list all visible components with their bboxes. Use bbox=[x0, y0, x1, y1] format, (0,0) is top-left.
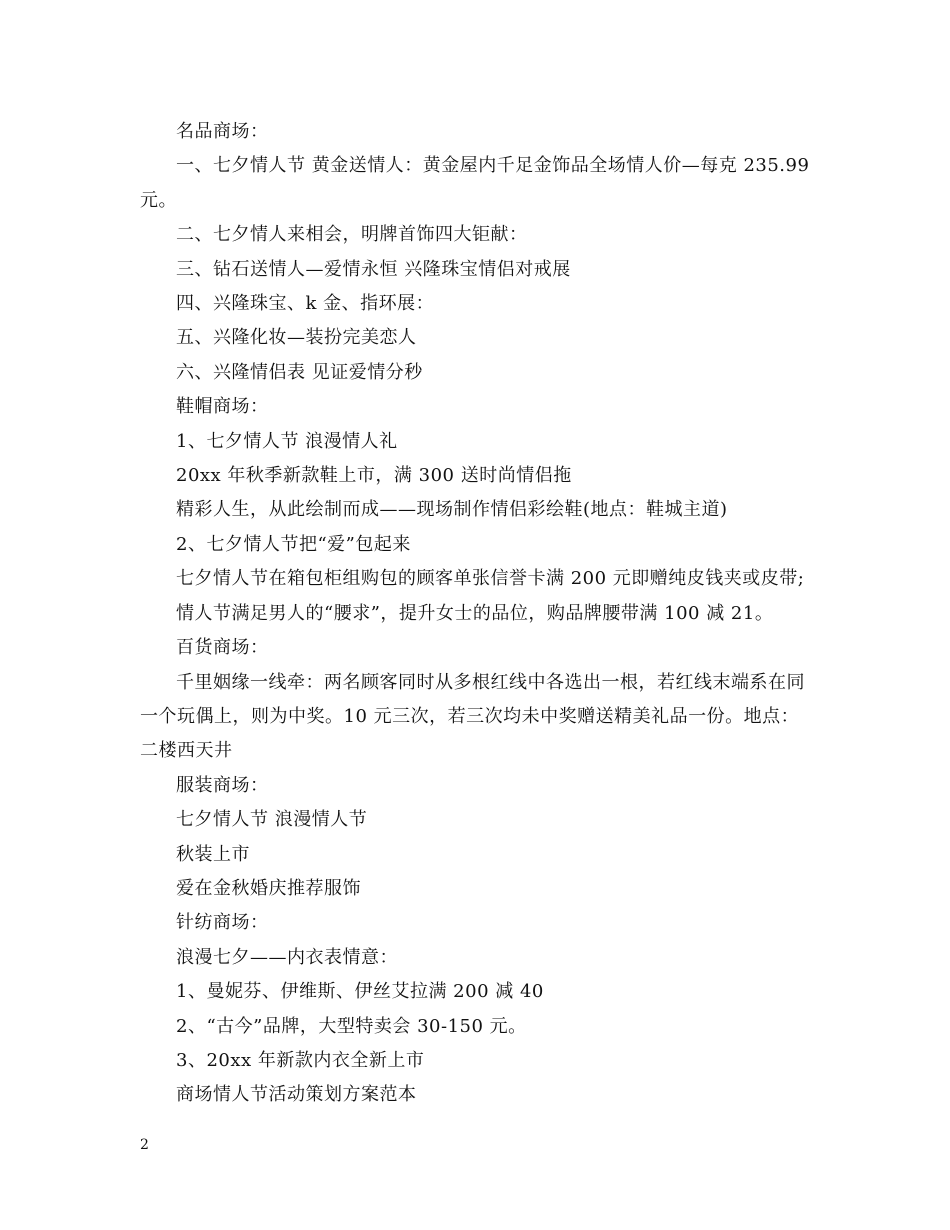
paragraph-line: 情人节满足男人的“腰求”，提升女士的品位，购品牌腰带满 100 减 21。 bbox=[176, 602, 774, 624]
paragraph-line: 一、七夕情人节 黄金送情人：黄金屋内千足金饰品全场情人价—每克 235.99 bbox=[176, 155, 810, 177]
section-heading-department-mall: 百货商场： bbox=[176, 637, 269, 659]
paragraph-line: 浪漫七夕——内衣表情意： bbox=[176, 946, 398, 968]
paragraph-line: 3、20xx 年新款内衣全新上市 bbox=[176, 1049, 425, 1071]
section-heading-brand-mall: 名品商场： bbox=[176, 121, 269, 142]
document-body bbox=[140, 115, 815, 1113]
page-number: 2 bbox=[140, 1137, 149, 1153]
section-heading-textile-mall: 针纺商场： bbox=[176, 912, 269, 934]
document-title-line: 商场情人节活动策划方案范本 bbox=[176, 1084, 417, 1106]
paragraph-line: 千里姻缘一线牵：两名顾客同时从多根红线中各选出一根，若红线末端系在同 bbox=[176, 671, 805, 693]
paragraph-line: 五、兴隆化妆—装扮完美恋人 bbox=[176, 327, 417, 349]
paragraph-line: 1、曼妮芬、伊维斯、伊丝艾拉满 200 减 40 bbox=[176, 981, 544, 1003]
paragraph-line: 七夕情人节 浪漫情人节 bbox=[176, 809, 368, 831]
paragraph-line: 一个玩偶上，则为中奖。10 元三次，若三次均未中奖赠送精美礼品一份。地点： bbox=[140, 705, 800, 727]
paragraph-line: 2、“古今”品牌，大型特卖会 30-150 元。 bbox=[176, 1015, 527, 1037]
paragraph-line: 爱在金秋婚庆推荐服饰 bbox=[176, 877, 361, 899]
section-heading-shoes-mall: 鞋帽商场： bbox=[176, 396, 269, 418]
paragraph-line: 六、兴隆情侣表 见证爱情分秒 bbox=[176, 361, 423, 383]
paragraph-line: 七夕情人节在箱包柜组购包的顾客单张信誉卡满 200 元即赠纯皮钱夹或皮带; bbox=[176, 568, 805, 590]
paragraph-line: 四、兴隆珠宝、k 金、指环展： bbox=[176, 293, 435, 315]
paragraph-line: 精彩人生，从此绘制而成——现场制作情侣彩绘鞋(地点：鞋城主道) bbox=[176, 499, 728, 521]
paragraph-line: 2、七夕情人节把“爱”包起来 bbox=[176, 533, 411, 555]
paragraph-line: 秋装上市 bbox=[176, 843, 250, 865]
paragraph-line: 1、七夕情人节 浪漫情人礼 bbox=[176, 430, 398, 452]
paragraph-line: 二、七夕情人来相会，明牌首饰四大钜献： bbox=[176, 224, 528, 246]
paragraph-line: 元。 bbox=[140, 189, 177, 211]
section-heading-clothing-mall: 服装商场： bbox=[176, 774, 269, 796]
paragraph-line: 20xx 年秋季新款鞋上市，满 300 送时尚情侣拖 bbox=[176, 465, 572, 487]
paragraph-line: 二楼西天井 bbox=[140, 740, 233, 762]
paragraph-line: 三、钻石送情人—爱情永恒 兴隆珠宝情侣对戒展 bbox=[176, 258, 571, 280]
